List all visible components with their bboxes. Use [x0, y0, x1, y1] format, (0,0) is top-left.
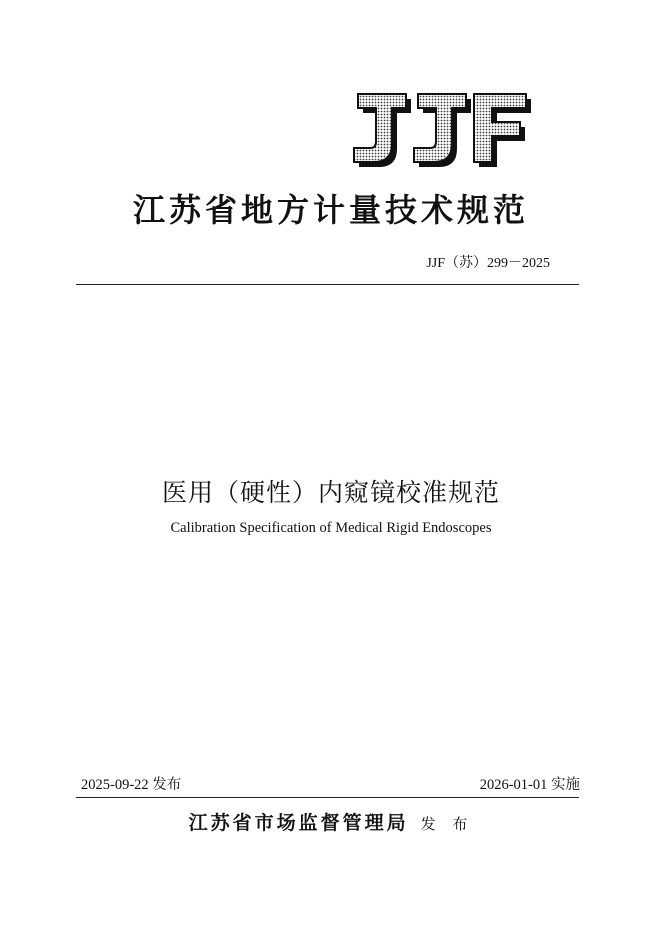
top-divider [76, 284, 579, 285]
jjf-logo [350, 92, 535, 170]
document-number: JJF（苏）299－2025 [426, 256, 550, 271]
issuer-name: 江苏省市场监督管理局 [188, 812, 409, 834]
issuer-action: 发 布 [420, 815, 474, 833]
publish-date: 2025-09-22 发布 [81, 777, 182, 793]
document-subtitle: Calibration Specification of Medical Rigid Endoscopes [170, 520, 492, 536]
document-title: 医用（硬性）内窥镜校准规范 [161, 478, 500, 507]
bottom-divider [76, 797, 579, 798]
effective-date: 2026-01-01 实施 [479, 777, 580, 793]
issuer-line [0, 808, 662, 835]
org-title: 江苏省地方计量技术规范 [132, 191, 529, 229]
